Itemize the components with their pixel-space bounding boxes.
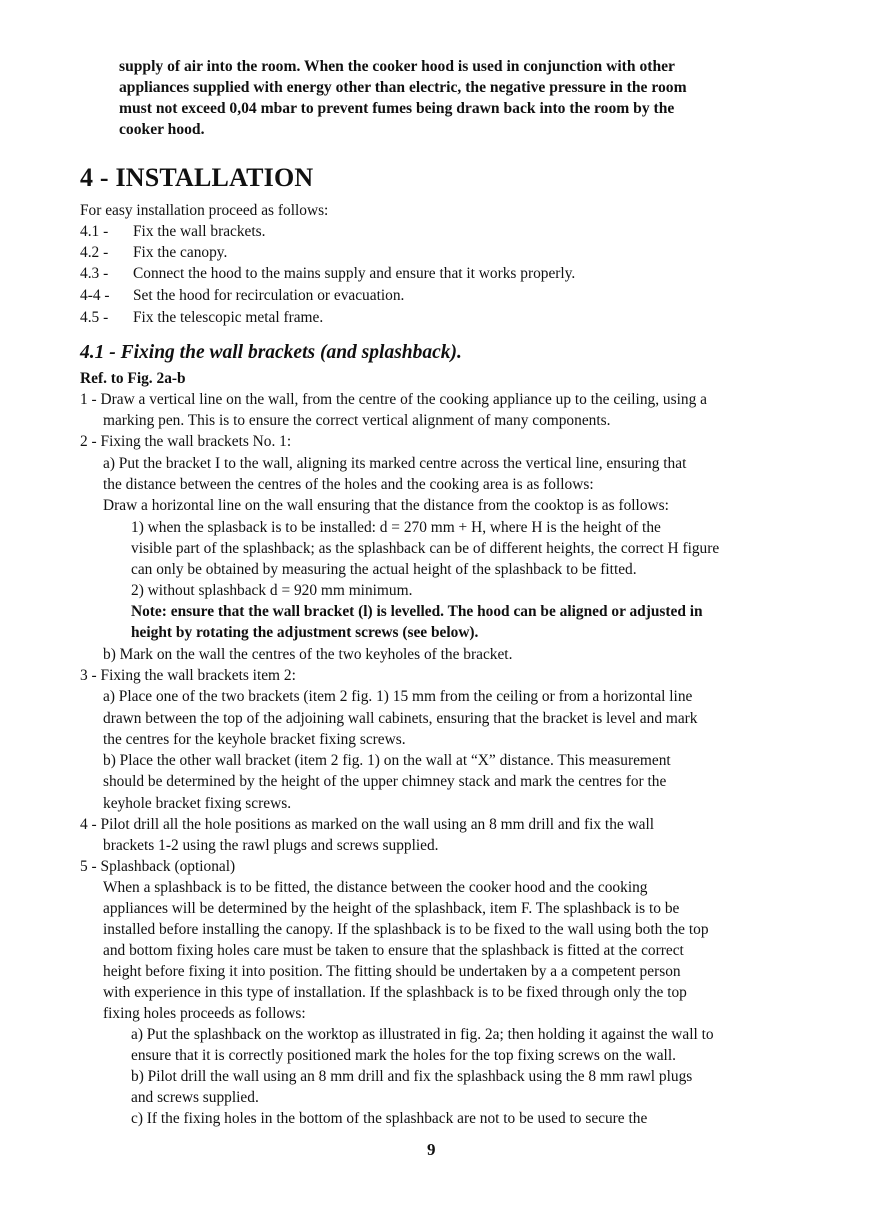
item-2a-line-5: visible part of the splashback; as the splashback can be of different heights, the correct H figure <box>131 540 720 557</box>
step-number: 4.5 - <box>80 309 109 326</box>
intro-line-1: supply of air into the room. When the cooker hood is used in conjunction with other <box>119 58 675 75</box>
step-text: Set the hood for recirculation or evacuation. <box>133 287 405 304</box>
step-number: 4.3 - <box>80 265 109 282</box>
item-3a-line-1: a) Place one of the two brackets (item 2 fig. 1) 15 mm from the ceiling or from a horizontal line <box>103 688 693 705</box>
installation-lead: For easy installation proceed as follows: <box>80 202 329 219</box>
item-3-title: 3 - Fixing the wall brackets item 2: <box>80 667 296 684</box>
note-line-1: Note: ensure that the wall bracket (l) is levelled. The hood can be aligned or adjusted in <box>131 603 703 620</box>
item-2-title: 2 - Fixing the wall brackets No. 1: <box>80 433 292 450</box>
item-5-para-line-1: When a splashback is to be fitted, the distance between the cooker hood and the cooking <box>103 879 648 896</box>
item-3a-line-3: the centres for the keyhole bracket fixing screws. <box>103 731 406 748</box>
item-2a-line-7: 2) without splashback d = 920 mm minimum. <box>131 582 413 599</box>
item-5c-line-1: c) If the fixing holes in the bottom of the splashback are not to be used to secure the <box>131 1110 648 1127</box>
step-text: Connect the hood to the mains supply and ensure that it works properly. <box>133 265 576 282</box>
item-5-title: 5 - Splashback (optional) <box>80 858 236 875</box>
item-5a-line-2: ensure that it is correctly positioned mark the holes for the top fixing screws on the wall. <box>131 1047 676 1064</box>
item-2a-line-1: a) Put the bracket I to the wall, aligning its marked centre across the vertical line, ensuring that <box>103 455 687 472</box>
note-line-2: height by rotating the adjustment screws (see below). <box>131 624 479 641</box>
item-3b-line-3: keyhole bracket fixing screws. <box>103 795 292 812</box>
section-heading-installation: 4 - INSTALLATION <box>80 163 314 192</box>
item-4-line-1: 4 - Pilot drill all the hole positions as marked on the wall using an 8 mm drill and fix the wall <box>80 816 655 833</box>
page-number: 9 <box>427 1140 436 1159</box>
step-text: Fix the telescopic metal frame. <box>133 309 324 326</box>
item-5-para-line-5: height before fixing it into position. The fitting should be undertaken by a a competent person <box>103 963 681 980</box>
intro-line-4: cooker hood. <box>119 121 205 138</box>
item-2a-line-6: can only be obtained by measuring the actual height of the splashback to be fitted. <box>131 561 637 578</box>
step-number: 4.1 - <box>80 223 109 240</box>
intro-line-3: must not exceed 0,04 mbar to prevent fumes being drawn back into the room by the <box>119 100 675 117</box>
item-5-para-line-6: with experience in this type of installation. If the splashback is to be fixed through only the top <box>103 984 687 1001</box>
item-3b-line-1: b) Place the other wall bracket (item 2 fig. 1) on the wall at “X” distance. This measurement <box>103 752 671 769</box>
step-number: 4-4 - <box>80 287 110 304</box>
item-1-line-1: 1 - Draw a vertical line on the wall, from the centre of the cooking appliance up to the ceiling, using a <box>80 391 707 408</box>
item-1-line-2: marking pen. This is to ensure the correct vertical alignment of many components. <box>103 412 611 429</box>
item-5a-line-1: a) Put the splashback on the worktop as illustrated in fig. 2a; then holding it against the wall to <box>131 1026 714 1043</box>
item-5b-line-1: b) Pilot drill the wall using an 8 mm drill and fix the splashback using the 8 mm rawl plugs <box>131 1068 693 1085</box>
figure-reference: Ref. to Fig. 2a-b <box>80 370 186 387</box>
step-number: 4.2 - <box>80 244 109 261</box>
item-3b-line-2: should be determined by the height of the upper chimney stack and mark the centres for the <box>103 773 667 790</box>
item-5-para-line-3: installed before installing the canopy. If the splashback is to be fixed to the wall using both the top <box>103 921 709 938</box>
intro-line-2: appliances supplied with energy other than electric, the negative pressure in the room <box>119 79 687 96</box>
item-2a-line-4: 1) when the splasback is to be installed: d = 270 mm + H, where H is the height of the <box>131 519 661 536</box>
item-5-para-line-7: fixing holes proceeds as follows: <box>103 1005 306 1022</box>
item-5-para-line-2: appliances will be determined by the height of the splashback, item F. The splashback is to be <box>103 900 680 917</box>
item-2a-line-2: the distance between the centres of the holes and the cooking area is as follows: <box>103 476 594 493</box>
item-2a-line-3: Draw a horizontal line on the wall ensuring that the distance from the cooktop is as follows: <box>103 497 669 514</box>
item-5-para-line-4: and bottom fixing holes care must be taken to ensure that the splashback is fitted at the correct <box>103 942 684 959</box>
item-2b: b) Mark on the wall the centres of the two keyholes of the bracket. <box>103 646 513 663</box>
item-4-line-2: brackets 1-2 using the rawl plugs and screws supplied. <box>103 837 439 854</box>
item-5b-line-2: and screws supplied. <box>131 1089 259 1106</box>
step-text: Fix the wall brackets. <box>133 223 266 240</box>
subsection-heading-4-1: 4.1 - Fixing the wall brackets (and splashback). <box>80 342 462 363</box>
step-text: Fix the canopy. <box>133 244 228 261</box>
item-3a-line-2: drawn between the top of the adjoining wall cabinets, ensuring that the bracket is level and mark <box>103 710 698 727</box>
